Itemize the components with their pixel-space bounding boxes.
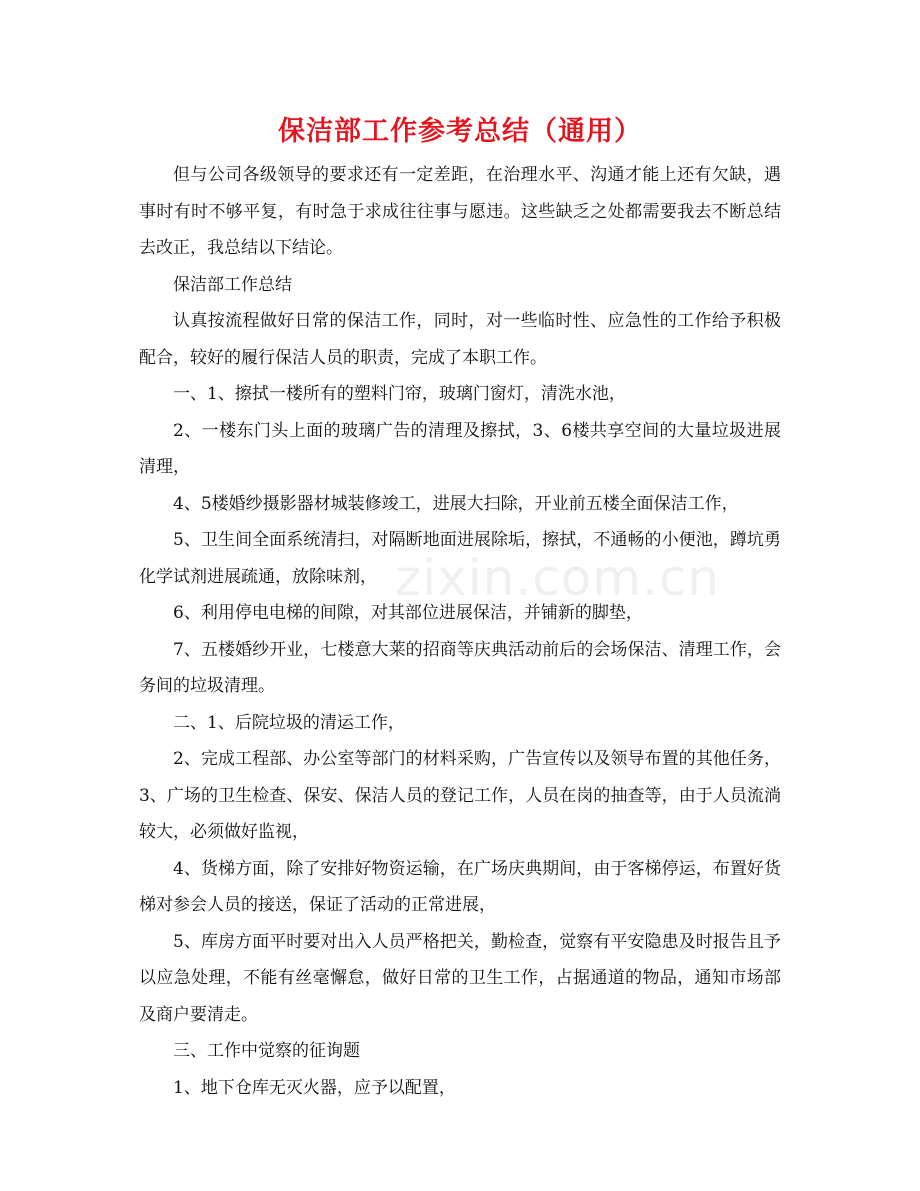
list-item: 4、5楼婚纱摄影器材城装修竣工，进展大扫除，开业前五楼全面保洁工作，	[173, 493, 739, 514]
section-heading: 保洁部工作总结	[173, 274, 292, 295]
paragraph: 认真按流程做好日常的保洁工作，同时，对一些临时性、应急性的工作给予积极配合，较好的履行保洁人员的职责，完成了本职工作。	[139, 311, 781, 368]
document-title: 保洁部工作参考总结（通用）	[278, 116, 642, 147]
section-heading: 三、工作中觉察的征询题	[173, 1041, 360, 1061]
watermark: zixin.com.cn	[395, 549, 721, 607]
list-item: 6、利用停电电梯的间隙，对其部位进展保洁，并铺新的脚垫，	[173, 603, 643, 623]
list-item: 二、1、后院垃圾的清运工作，	[173, 712, 405, 733]
document-body	[139, 157, 781, 1106]
list-item: 2、完成工程部、办公室等部门的材料采购，广告宣传以及领导布置的其他任务，3、广场的卫生检查、保安、保洁人员的登记工作，人员在岗的抽查等，由于人员流淌较大，必须做好监视，	[139, 749, 781, 842]
list-item: 7、五楼婚纱开业，七楼意大莱的招商等庆典活动前后的会场保洁、清理工作，会务间的垃圾清理。	[139, 639, 781, 696]
list-item: 5、库房方面平时要对出入人员严格把关，勤检查，觉察有平安隐患及时报告且予以应急处理，不能有丝毫懈怠，做好日常的卫生工作，占据通道的物品，通知市场部及商户要清走。	[139, 931, 781, 1025]
list-item: 2、一楼东门头上面的玻璃广告的清理及擦拭，3、6楼共享空间的大量垃圾进展清理，	[139, 420, 781, 477]
paragraph: 但与公司各级领导的要求还有一定差距，在治理水平、沟通才能上还有欠缺，遇事时有时不够平复，有时急于求成往往事与愿违。这些缺乏之处都需要我去不断总结去改正，我总结以下结论。	[139, 165, 781, 258]
list-item: 1、地下仓库无灭火器，应予以配置，	[173, 1077, 456, 1098]
list-item: 4、货梯方面，除了安排好物资运输，在广场庆典期间，由于客梯停运，布置好货梯对参会人员的接送，保证了活动的正常进展，	[139, 858, 781, 915]
list-item: 5、卫生间全面系统清扫，对隔断地面进展除垢，擦拭，不通畅的小便池，蹲坑勇化学试剂进展疏通，放除味剂，	[139, 530, 781, 587]
list-item: 一、1、擦拭一楼所有的塑料门帘，玻璃门窗灯，清洗水池，	[173, 384, 626, 404]
